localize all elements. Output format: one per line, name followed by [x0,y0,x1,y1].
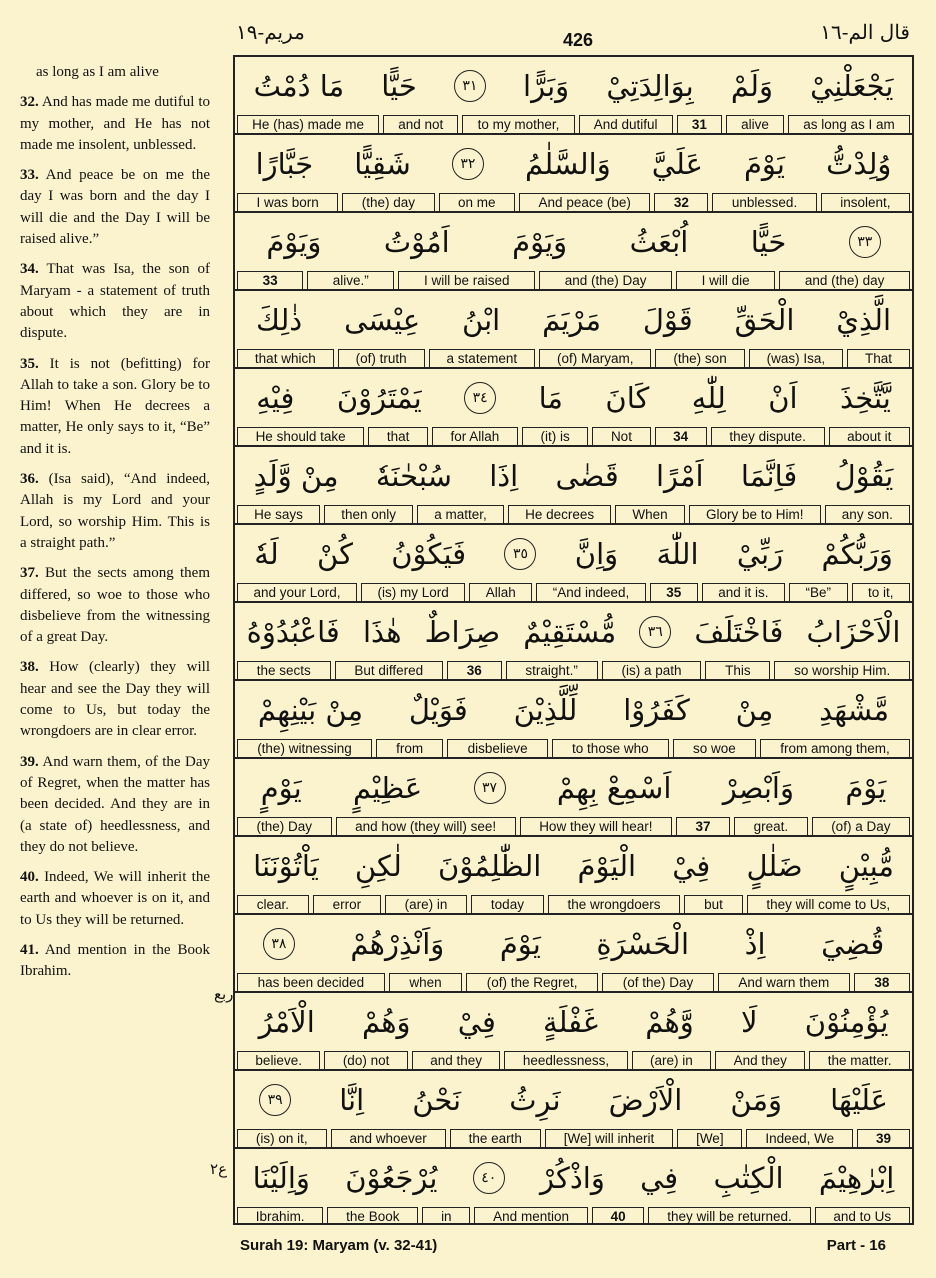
arabic-word: اَمُوْتُ [383,225,450,259]
english-gloss-line [237,895,910,913]
arabic-line [235,993,912,1051]
gloss-cell: He should take [237,427,364,445]
arabic-word: يَّتَّخِذَ [840,381,891,415]
gloss-cell: error [313,895,381,913]
arabic-word: فَاِنَّمَا [740,459,798,493]
arabic-word: نَرِثُ [509,1083,561,1117]
gloss-cell: Allah [469,583,532,601]
arabic-word: قُضِيَ [821,927,885,961]
gloss-cell: (of) the Regret, [466,973,598,991]
arabic-word: غَفْلَةٍ [543,1005,599,1039]
english-gloss-line [237,1051,910,1069]
gloss-cell: in [422,1207,470,1225]
arabic-word: الَّذِيْ [836,303,892,337]
english-gloss-line [237,505,910,523]
gloss-cell: for Allah [432,427,518,445]
arabic-word: اَسْمِعْ بِهِمْ [556,771,672,805]
gloss-cell: the sects [237,661,331,679]
arabic-word: وَلَمْ [730,69,773,103]
arabic-line [235,135,912,193]
gloss-cell: (are) in [385,895,467,913]
arabic-word: جَبَّارًا [255,147,314,181]
translation-text: That was Isa, the son of Maryam - a statement of truth about which they are in dispute. [20,261,210,342]
ayah-end-marker: ٣٦ [639,616,671,648]
verse-number: 41. [20,941,39,958]
verse-row [235,1071,912,1149]
gloss-cell: alive.” [307,271,394,289]
gloss-cell: and (the) day [779,271,910,289]
gloss-cell: and it is. [702,583,785,601]
margin-mark-rub: ربع [214,985,234,1003]
gloss-cell: to those who [552,739,669,757]
gloss-cell: (of) a Day [812,817,910,835]
ayah-end-marker: ٣٢ [452,148,484,180]
arabic-word: اِذْ [744,927,766,961]
verse-number-cell: 37 [676,817,730,835]
ayah-end-marker: ٣٨ [263,928,295,960]
verse-row [235,1149,912,1227]
arabic-word: يَوْمَ [845,771,887,805]
gloss-cell: (was) Isa, [749,349,843,367]
arabic-word: مِنْ بَيْنِهِمْ [257,693,363,727]
gloss-cell: How they will hear! [520,817,672,835]
arabic-word: وَاِنَّ [574,537,619,571]
gloss-cell: He says [237,505,320,523]
arabic-word: حَيًّا [750,225,787,259]
arabic-line [235,57,912,115]
arabic-word: يُرْجَعُوْنَ [345,1161,438,1195]
gloss-cell: (of) truth [338,349,425,367]
arabic-line [235,837,912,895]
arabic-word: وَالسَّلٰمُ [525,147,611,181]
surah-footer-label: Surah 19: Maryam (v. 32-41) [240,1237,438,1254]
arabic-word: ذٰلِكَ [256,303,303,337]
gloss-cell: and they [412,1051,501,1069]
english-gloss-line [237,739,910,757]
verse-number-cell: 38 [854,973,910,991]
gloss-cell: (are) in [632,1051,712,1069]
english-gloss-line [237,1207,910,1225]
translation-paragraph [20,867,210,931]
translation-text: And mention in the Book Ibrahim. [20,941,210,980]
gloss-cell: so woe [673,739,756,757]
translation-text: (Isa said), “And indeed, Allah is my Lord and your Lord, so worship Him. This is a straight path.” [20,471,210,551]
gloss-cell: This [705,661,770,679]
gloss-cell: (do) not [324,1051,407,1069]
arabic-line [235,1149,912,1207]
arabic-word: لِّلَّذِيْنَ [513,693,578,727]
verse-row [235,447,912,525]
arabic-line [235,447,912,505]
arabic-word: مَا [538,381,563,415]
arabic-word: يَوْمٍ [260,771,302,805]
arabic-word: يَمْتَرُوْنَ [336,381,422,415]
arabic-word: فِيْ [672,849,711,883]
gloss-cell: I will die [676,271,775,289]
gloss-cell: the earth [450,1129,541,1147]
gloss-cell: But differed [335,661,443,679]
gloss-cell: (is) my Lord [361,583,465,601]
arabic-word: الْيَوْمَ [577,849,637,883]
verse-row [235,525,912,603]
arabic-word: الْاَحْزَابُ [806,615,901,649]
english-gloss-line [237,661,910,679]
translation-paragraph [20,165,210,250]
gloss-cell: (the) day [342,193,434,211]
gloss-cell: the Book [327,1207,418,1225]
gloss-cell: (the) witnessing [237,739,372,757]
arabic-word: اِنَّا [339,1083,365,1117]
arabic-line [235,681,912,739]
page-number: 426 [562,30,594,50]
arabic-word: مُّسْتَقِيْمٌ [523,615,617,649]
verse-number: 38. [20,659,39,676]
arabic-word: عَظِيْمٍ [353,771,423,805]
gloss-cell: (the) son [655,349,744,367]
translation-text: And warn them, of the Day of Regret, when the matter has been decided. And they are in (a state of) heedlessness, and they do not believe. [20,753,210,855]
gloss-cell: And warn them [718,973,850,991]
gloss-cell: that [368,427,428,445]
arabic-word: مَّشْهَدِ [819,693,890,727]
gloss-cell: and your Lord, [237,583,357,601]
english-gloss-line [237,583,910,601]
arabic-word: لٰكِنِ [354,849,402,883]
verse-number: 37. [20,565,39,582]
arabic-word: لَهٗ [254,537,279,571]
verse-number: 40. [20,869,39,886]
arabic-word: عِيْسَى [344,303,421,337]
arabic-word: اُبْعَثُ [629,225,689,259]
page-header [0,0,936,60]
translation-paragraph [20,354,210,460]
gloss-cell: and how (they will) see! [336,817,516,835]
gloss-cell: Glory be to Him! [689,505,821,523]
verse-row [235,213,912,291]
gloss-cell: He (has) made me [237,115,379,133]
gloss-cell: from among them, [760,739,910,757]
verse-row [235,837,912,915]
english-gloss-line [237,427,910,445]
gloss-cell: to my mother, [462,115,574,133]
arabic-word: فِيْ [457,1005,496,1039]
gloss-cell: heedlessness, [504,1051,627,1069]
gloss-cell: clear. [237,895,309,913]
gloss-cell: as long as I am [788,115,910,133]
gloss-cell: I was born [237,193,338,211]
gloss-cell: and to Us [815,1207,910,1225]
ayah-end-marker: ٣٧ [474,772,506,804]
arabic-word: كُنْ [317,537,353,571]
arabic-word: يَجْعَلْنِيْ [810,69,894,103]
arabic-word: مَا دُمْتُ [253,69,345,103]
arabic-word: فَاعْبُدُوْهُ [246,615,340,649]
verse-number-cell: 33 [237,271,303,289]
arabic-word: لَا [741,1005,758,1039]
gloss-cell: that which [237,349,334,367]
gloss-cell: then only [324,505,413,523]
arabic-word: فِيْهِ [256,381,295,415]
gloss-cell: He decrees [508,505,611,523]
arabic-word: وَرَبُّكُمْ [821,537,893,571]
gloss-cell: (is) a path [602,661,702,679]
arabic-word: فَيَكُوْنُ [391,537,467,571]
gloss-cell: and (the) Day [539,271,672,289]
arabic-word: الْاَمْرُ [258,1005,315,1039]
margin-mark-ruku: ع٢ [210,1160,228,1178]
arabic-line [235,291,912,349]
arabic-word: يَاْتُوْنَنَا [253,849,319,883]
gloss-cell: And dutiful [579,115,673,133]
ayah-end-marker: ٣٥ [504,538,536,570]
arabic-word: كَانَ [605,381,650,415]
gloss-cell: they dispute. [711,427,825,445]
verse-number-cell: 39 [857,1129,910,1147]
translation-text: It is not (befitting) for Allah to take a son. Glory be to Him! When He decrees a matter, He only says to it, “Be” and it is. [20,355,210,457]
verse-number: 35. [20,355,39,372]
verse-number: 39. [20,753,39,770]
arabic-word: هٰذَا [362,615,402,649]
english-gloss-line [237,115,910,133]
arabic-word: وَبَرًّا [523,69,570,103]
translation-paragraph [20,469,210,554]
verse-number-cell: 35 [650,583,698,601]
arabic-word: حَيًّا [381,69,417,103]
gloss-cell: they will be returned. [648,1207,810,1225]
gloss-cell: “Be” [789,583,847,601]
verse-number-cell: 32 [654,193,708,211]
english-gloss-line [237,973,910,991]
translation-text: How (clearly) they will hear and see the Day they will come to Us, but today the wrongdoers are in clear error. [20,659,210,740]
gloss-cell: and whoever [331,1129,446,1147]
translation-paragraph [20,92,210,156]
verse-number-cell: 31 [677,115,722,133]
verse-row [235,135,912,213]
arabic-word: فِي [640,1161,679,1195]
arabic-word: اِذَا [489,459,519,493]
gloss-cell: “And indeed, [536,583,646,601]
arabic-line [235,369,912,427]
gloss-cell: When [615,505,685,523]
arabic-word: الْكِتٰبِ [713,1161,784,1195]
arabic-word: نَحْنُ [412,1083,462,1117]
translation-paragraph [20,563,210,648]
arabic-word: فَوَيْلٌ [408,693,468,727]
verse-row [235,993,912,1071]
arabic-word: الْاَرْضَ [608,1083,683,1117]
surah-name-arabic: مريم-١٩ [236,20,305,44]
gloss-cell: unblessed. [712,193,816,211]
verse-row [235,291,912,369]
arabic-word: وَاَنْذِرْهُمْ [350,927,445,961]
gloss-cell: the wrongdoers [548,895,681,913]
word-by-word-grid [233,55,914,1225]
arabic-word: وَاذْكُرْ [540,1161,605,1195]
translation-paragraph [20,940,210,983]
arabic-word: يَوْمَ [499,927,541,961]
translation-text: as long as I am alive [36,64,159,80]
verse-number-cell: 36 [447,661,502,679]
arabic-line [235,213,912,271]
part-footer-label: Part - 16 [826,1237,886,1254]
arabic-word: اللّٰهَ [656,537,699,571]
arabic-word: مِنْ [735,693,774,727]
verse-row [235,759,912,837]
gloss-cell: And they [715,1051,805,1069]
arabic-word: وَّهُمْ [645,1005,694,1039]
arabic-word: وَمَنْ [730,1083,783,1117]
arabic-word: وَيَوْمَ [266,225,322,259]
verse-row [235,681,912,759]
ayah-end-marker: ٣٩ [259,1084,291,1116]
arabic-word: شَقِيًّا [354,147,411,181]
arabic-word: قَضٰى [555,459,619,493]
translation-text: And has made me dutiful to my mother, and He has not made me insolent, unblessed. [20,94,210,153]
verse-row [235,57,912,135]
verse-number-cell: 34 [655,427,707,445]
arabic-word: مَرْيَمَ [542,303,601,337]
gloss-cell: to it, [852,583,910,601]
gloss-cell: disbelieve [447,739,547,757]
gloss-cell: (is) on it, [237,1129,327,1147]
arabic-word: يَوْمَ [743,147,785,181]
gloss-cell: a statement [429,349,535,367]
gloss-cell: (of) Maryam, [539,349,651,367]
arabic-line [235,1071,912,1129]
gloss-cell: Not [592,427,650,445]
gloss-cell: (it) is [522,427,588,445]
arabic-word: كَفَرُوْا [623,693,690,727]
gloss-cell: from [376,739,443,757]
arabic-word: ابْنُ [462,303,501,337]
translation-paragraph [20,657,210,742]
arabic-word: صِرَاطٌ [424,615,501,649]
english-gloss-line [237,817,910,835]
arabic-word: يَقُوْلُ [834,459,894,493]
ayah-end-marker: ٣٤ [464,382,496,414]
verse-number: 33. [20,167,39,184]
arabic-word: بِوَالِدَتِيْ [606,69,694,103]
arabic-word: ضَلٰلٍ [746,849,803,883]
arabic-word: مِنْ وَّلَدٍ [253,459,339,493]
verse-number: 32. [20,94,39,111]
gloss-cell: insolent, [821,193,910,211]
gloss-cell: [We] [677,1129,742,1147]
arabic-line [235,915,912,973]
gloss-cell: And peace (be) [519,193,650,211]
gloss-cell: Ibrahim. [237,1207,323,1225]
gloss-cell: (of the) Day [602,973,714,991]
gloss-cell: about it [829,427,910,445]
gloss-cell: I will be raised [398,271,535,289]
arabic-word: وَهُمْ [361,1005,411,1039]
verse-row [235,369,912,447]
verse-row [235,603,912,681]
arabic-word: لِلّٰهِ [691,381,726,415]
english-gloss-line [237,193,910,211]
verse-number: 34. [20,261,39,278]
arabic-word: اِبْرٰهِيْمَ [818,1161,895,1195]
verse-number: 36. [20,471,39,488]
gloss-cell: [We] will inherit [545,1129,673,1147]
arabic-line [235,759,912,817]
gloss-cell: alive [726,115,784,133]
gloss-cell: Indeed, We [746,1129,853,1147]
verse-number-cell: 40 [592,1207,645,1225]
arabic-word: اَمْرًا [655,459,704,493]
translation-text: But the sects among them differed, so woe to those who disbelieve from the witnessing of a great Day. [20,565,211,646]
arabic-word: وَيَوْمَ [512,225,568,259]
arabic-word: رَبِّيْ [736,537,784,571]
arabic-word: يُؤْمِنُوْنَ [804,1005,889,1039]
gloss-cell: so worship Him. [774,661,910,679]
gloss-cell: (the) Day [237,817,332,835]
english-gloss-line [237,271,910,289]
arabic-word: قَوْلَ [642,303,693,337]
arabic-word: وُلِدْتُّ [826,147,892,181]
ayah-end-marker: ٣١ [454,70,486,102]
arabic-word: مُّبِيْنٍ [838,849,894,883]
gloss-cell: any son. [825,505,910,523]
arabic-word: وَاِلَيْنَا [252,1161,310,1195]
translation-text: And peace be on me the day I was born and the day I will die and the Day I will be raised alive.” [20,167,210,248]
gloss-cell: on me [439,193,516,211]
translation-paragraph [20,752,210,858]
gloss-cell: the matter. [809,1051,910,1069]
arabic-word: عَلَيْهَا [830,1083,888,1117]
verse-row [235,915,912,993]
arabic-word: الْحَسْرَةِ [596,927,690,961]
gloss-cell: That [847,349,910,367]
gloss-cell: and not [383,115,458,133]
translation-column [20,62,210,1252]
arabic-word: وَاَبْصِرْ [722,771,794,805]
translation-paragraph [20,62,210,83]
gloss-cell: but [684,895,742,913]
arabic-word: اَنْ [768,381,798,415]
gloss-cell: great. [734,817,808,835]
english-gloss-line [237,349,910,367]
ayah-end-marker: ٣٣ [849,226,881,258]
gloss-cell: believe. [237,1051,320,1069]
gloss-cell: has been decided [237,973,385,991]
gloss-cell: they will come to Us, [747,895,910,913]
gloss-cell: a matter, [417,505,504,523]
english-gloss-line [237,1129,910,1147]
arabic-word: الظّٰلِمُوْنَ [438,849,542,883]
arabic-word: عَلَيَّ [651,147,703,181]
gloss-cell: And mention [474,1207,587,1225]
arabic-word: الْحَقِّ [734,303,795,337]
arabic-line [235,603,912,661]
arabic-word: فَاخْتَلَفَ [694,615,784,649]
arabic-word: سُبْحٰنَهٗ [375,459,452,493]
translation-paragraph [20,259,210,344]
gloss-cell: today [471,895,544,913]
ayah-end-marker: ٤٠ [473,1162,505,1194]
gloss-cell: when [389,973,462,991]
translation-text: Indeed, We will inherit the earth and whoever is on it, and to Us they will be returned. [20,869,210,928]
arabic-line [235,525,912,583]
juz-name-arabic: قال الم-١٦ [820,20,910,44]
gloss-cell: straight.” [506,661,598,679]
